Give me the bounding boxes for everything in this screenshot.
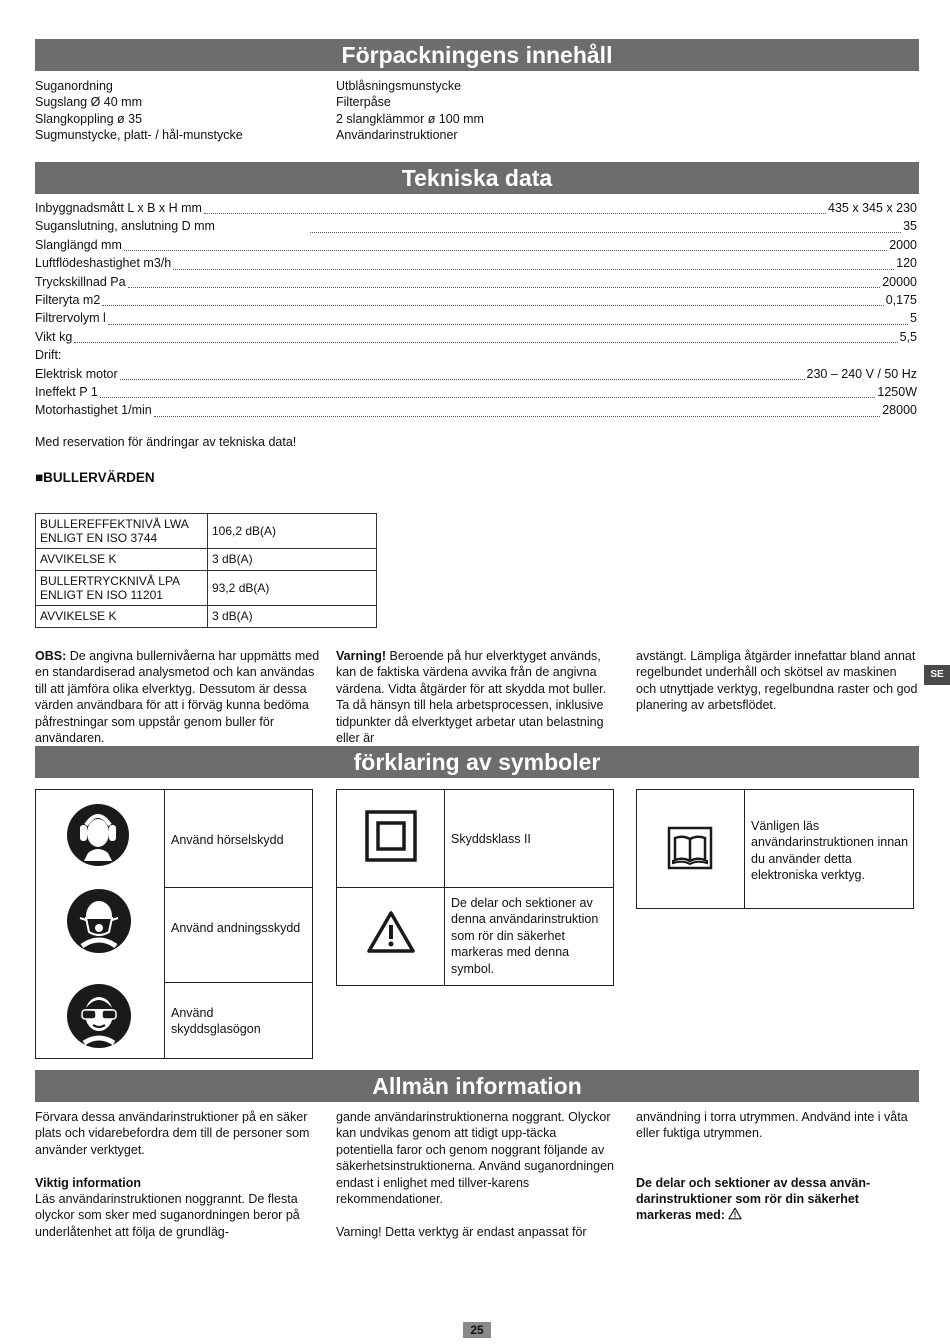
spec-value: 1250W bbox=[877, 385, 917, 399]
spec-value: 28000 bbox=[882, 403, 917, 418]
symbols-manual-box bbox=[636, 789, 914, 909]
list-item: Filterpåse bbox=[336, 95, 391, 110]
packaging-list-left bbox=[35, 78, 325, 144]
protection-class-ii-icon bbox=[365, 810, 417, 866]
warning-triangle-icon bbox=[366, 910, 416, 958]
table-cell: 3 dB(A) bbox=[208, 606, 377, 628]
noise-heading: ■BULLERVÄRDEN bbox=[35, 470, 155, 485]
general-col-3 bbox=[636, 1109, 916, 1224]
table-row bbox=[36, 571, 377, 606]
table-row bbox=[36, 549, 377, 571]
reservation-note: Med reservation för ändringar av tekniska data! bbox=[35, 435, 297, 449]
read-manual-icon bbox=[667, 826, 713, 874]
section-header-packaging: Förpackningens innehåll bbox=[35, 39, 919, 71]
spec-label: Motorhastighet 1/min bbox=[35, 403, 152, 418]
respiratory-protection-icon bbox=[66, 888, 132, 958]
spec-value: 35 bbox=[903, 219, 917, 234]
spec-label: Filtrervolym l bbox=[35, 311, 106, 326]
table-row bbox=[36, 514, 377, 549]
spec-label: Drift: bbox=[35, 348, 62, 363]
spec-value: 2000 bbox=[889, 237, 917, 252]
spec-row bbox=[35, 292, 917, 310]
spec-value: 5,5 bbox=[899, 329, 917, 344]
spec-row bbox=[35, 218, 917, 236]
symbols-class-box bbox=[336, 789, 614, 986]
spec-value: 5 bbox=[910, 311, 917, 326]
packaging-list-right bbox=[336, 78, 626, 144]
spec-label: Luftflödeshastighet m3/h bbox=[35, 256, 172, 271]
table-cell: 106,2 dB(A) bbox=[208, 514, 377, 549]
warning-triangle-icon bbox=[728, 1207, 742, 1220]
spec-row bbox=[35, 329, 917, 347]
warning-paragraph-cont: avstängt. Lämpliga åtgärder innefattar bland annat regelbundet underhåll och skötsel av maskinen och utnyttjade verktyg, regelbundna raster och god planering av arbetsflödet. bbox=[636, 649, 918, 713]
table-cell: 3 dB(A) bbox=[208, 549, 377, 571]
spec-row bbox=[35, 255, 917, 273]
spec-row bbox=[35, 347, 917, 365]
spec-label: Elektrisk motor bbox=[35, 366, 118, 381]
spec-label: Vikt kg bbox=[35, 329, 73, 344]
general-paragraph: användning i torra utrymmen. Andvänd inte i våta eller fuktiga utrymmen. bbox=[636, 1110, 908, 1141]
spec-row bbox=[35, 237, 917, 255]
symbol-text: De delar och sektioner av denna användarinstruktion som rör din säkerhet markeras med denna symbol. bbox=[451, 896, 599, 976]
general-col-1 bbox=[35, 1109, 310, 1240]
list-item: 2 slangklämmor ø 100 mm bbox=[336, 111, 484, 126]
table-cell: AVVIKELSE K bbox=[36, 606, 208, 628]
page-number: 25 bbox=[463, 1322, 491, 1338]
spec-row bbox=[35, 274, 917, 292]
symbols-ppe-box bbox=[35, 789, 313, 1059]
table-cell: BULLERTRYCKNIVÅ LPA ENLIGT EN ISO 11201 bbox=[36, 571, 208, 606]
obs-paragraph bbox=[35, 648, 325, 746]
symbol-text: Vänligen läs användarinstruktionen innan du använder detta elektroniska verktyg. bbox=[751, 819, 909, 883]
general-paragraph: gande användarinstruktionerna noggrant. Olyckor kan undvikas genom att tidigt upp-täcka potentiella faror och genom noggrant följande av säkerhetsinstruktionerna. Använd suganordningen endast i enlighet med tillver-karens rekommendationer. bbox=[336, 1110, 614, 1207]
general-safety-note bbox=[636, 1175, 916, 1224]
spec-label: Tryckskillnad Pa bbox=[35, 274, 126, 289]
spec-row bbox=[35, 310, 917, 328]
general-paragraph: Läs användarinstruktionen noggrannt. De flesta olyckor som sker med suganordningen beror på underlåtenhet att följa de grundläg- bbox=[35, 1192, 300, 1239]
warning-text: Beroende på hur elverktyget används, kan de faktiska värdena avvika från de angivna värdena. Vidta åtgärder för att skydda mot buller. Ta då hänsyn till hela arbetsprocessen, inklusive tidpunkter då elverktyget arbetar utan belastning eller är bbox=[336, 649, 607, 746]
obs-label: OBS: bbox=[35, 649, 67, 663]
list-item: Slangkoppling ø 35 bbox=[35, 111, 143, 126]
general-subheading: Viktig information bbox=[35, 1175, 142, 1190]
general-paragraph: Förvara dessa användarinstruktioner på en säker plats och vidarebefordra dem till de personer som använder verktyget. bbox=[35, 1110, 310, 1157]
symbol-text: Skyddsklass II bbox=[451, 832, 531, 846]
spec-value: 435 x 345 x 230 bbox=[828, 201, 917, 215]
spec-row bbox=[35, 200, 917, 218]
spec-label: Slanglängd mm bbox=[35, 237, 122, 252]
list-item: Suganordning bbox=[35, 79, 113, 93]
table-cell: 93,2 dB(A) bbox=[208, 571, 377, 606]
spec-row bbox=[35, 402, 917, 420]
list-item: Sugslang Ø 40 mm bbox=[35, 95, 142, 110]
symbol-text: Använd andningsskydd bbox=[171, 921, 301, 935]
symbol-text: Använd skyddsglasögon bbox=[171, 1006, 261, 1037]
list-item: Utblåsningsmunstycke bbox=[336, 79, 462, 93]
section-header-tech: Tekniska data bbox=[35, 162, 919, 194]
general-paragraph: Varning! Detta verktyg är endast anpassat för bbox=[336, 1224, 587, 1239]
spec-label: Suganslutning, anslutning D mm bbox=[35, 219, 215, 234]
spec-row bbox=[35, 384, 917, 402]
spec-value: 230 – 240 V / 50 Hz bbox=[806, 366, 917, 381]
spec-label: Ineffekt P 1 bbox=[35, 385, 98, 399]
table-cell: BULLEREFFEKTNIVÅ LWA ENLIGT EN ISO 3744 bbox=[36, 514, 208, 549]
warning-label: Varning! bbox=[336, 649, 387, 663]
list-item: Användarinstruktioner bbox=[336, 128, 458, 143]
spec-value: 120 bbox=[896, 256, 917, 271]
list-item: Sugmunstycke, platt- / hål-munstycke bbox=[35, 128, 243, 143]
spec-value: 0,175 bbox=[885, 293, 917, 307]
section-header-symbols: förklaring av symboler bbox=[35, 746, 919, 778]
obs-text: De angivna bullernivåerna har uppmätts med en standardiserad analysmetod och kan användas till att jämföra olika elverktyg. Dessutom är dessa värden användbara för att i förväg kunna bedöma påfrestningar som uppstår genom buller för användaren. bbox=[35, 649, 320, 746]
general-col-2 bbox=[336, 1109, 616, 1240]
noise-table bbox=[35, 513, 377, 628]
section-header-general: Allmän information bbox=[35, 1070, 919, 1102]
warning-paragraph bbox=[336, 648, 611, 746]
symbol-text: Använd hörselskydd bbox=[171, 833, 284, 847]
safety-note-text: De delar och sektioner av dessa använ-darinstruktioner som rör din säkerhet markeras med: bbox=[636, 1175, 871, 1223]
spec-label: Filteryta m2 bbox=[35, 293, 101, 307]
spec-row bbox=[35, 366, 917, 384]
spec-value: 20000 bbox=[882, 274, 917, 289]
spec-label: Inbyggnadsmått L x B x H mm bbox=[35, 201, 202, 215]
safety-glasses-icon bbox=[66, 983, 132, 1053]
language-tab: SE bbox=[924, 665, 950, 685]
table-row bbox=[36, 606, 377, 628]
ear-protection-icon bbox=[66, 803, 130, 871]
table-cell: AVVIKELSE K bbox=[36, 549, 208, 571]
